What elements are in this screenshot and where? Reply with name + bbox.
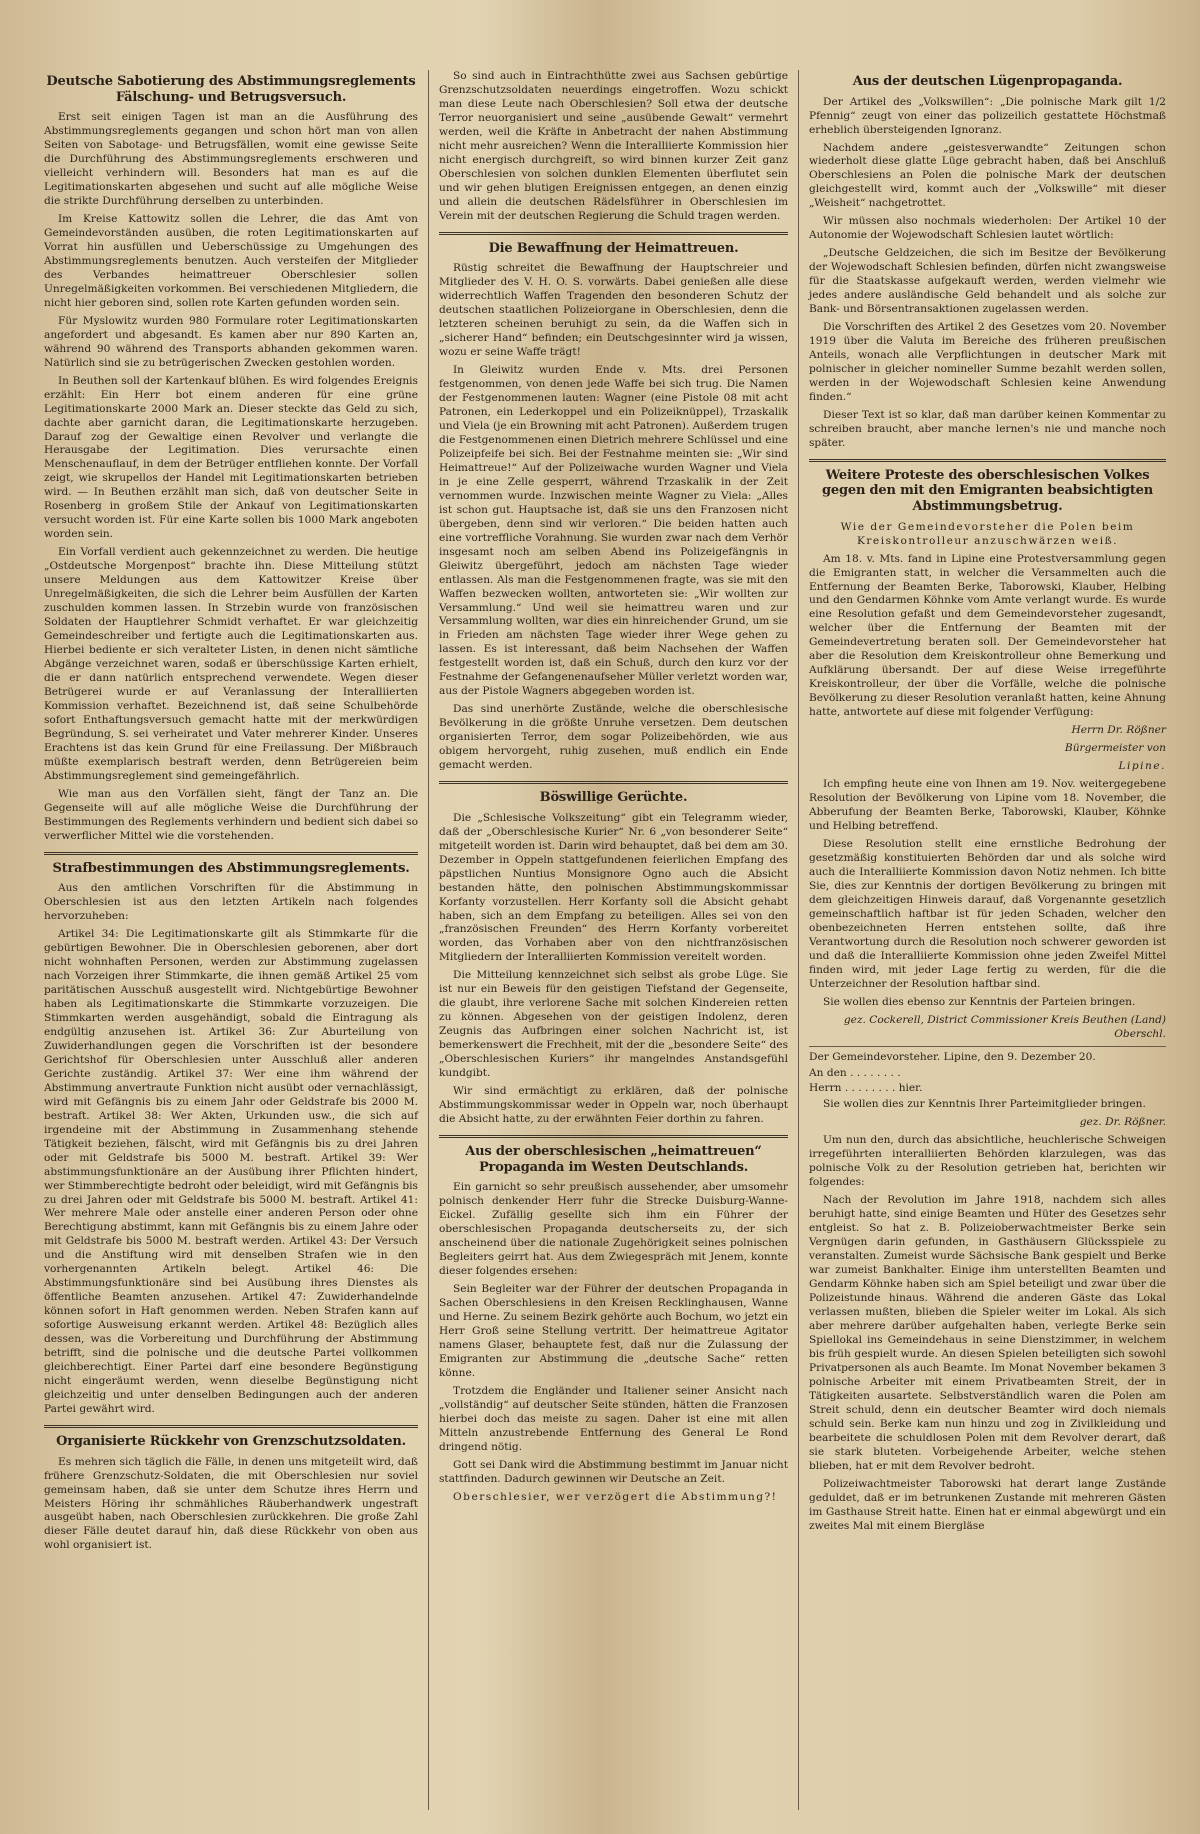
paragraph: Sie wollen dies zur Kenntnis Ihrer Parteimitglieder bringen. xyxy=(823,1098,1146,1111)
paragraph: So sind auch in Eintrachthütte zwei aus Sachsen gebürtige Grenzschutzsoldaten neuerdings eingetroffen. Wozu schickt man diese Leute nach Oberschlesien? Soll etwa der deutsche Terror neuorganisiert und seine „ausübende Gewalt“ vermehrt werden, weil die Kräfte in Anbetracht der nahen Abstimmung nicht mehr ausreichen? Wenn die Interalliierte Kommission hier nicht energisch durchgreift, so wird binnen kurzer Zeit ganz Oberschlesien von solchen dunklen Elementen überflutet sein und wir gehen blutigen Ereignissen entgegen, an denen einzig und allein die deutschen Rädelsführer in Oberschlesien im Verein mit der deutschen Regierung die Schuld tragen werden. xyxy=(439,70,788,222)
paragraph: Diese Resolution stellt eine ernstliche Bedrohung der gesetzmäßig konstituierten Behörden dar und als solche wird auch die Interalliierte Kommission davon Notiz nehmen. Ich bitte Sie, dies zur Kenntnis der dortigen Bevölkerung zu bringen mit dem gleichzeitigen Hinweis darauf, daß Vorgenannte gesetzlich gemeinschaftlich haftbar ist für jeden Schaden, welcher den obenbezeichneten Herren entstehen sollte, daß ihre Verantwortung durch die Resolution noch schwerer geworden ist und daß die Interalliierte Kommission ohne jeden Zweifel Mittel finden wird, mit jeder Lage fertig zu werden, für die die Unterzeichner der Resolution haftbar sind. xyxy=(809,837,1166,990)
headline-proteste: Weitere Proteste des oberschlesischen Volkes gegen den mit den Emigranten beabsichtigten Abstimmungsbetrug. xyxy=(822,467,1153,515)
headline-luegenpropaganda: Aus der deutschen Lügenpropaganda. xyxy=(852,74,1123,89)
column-right xyxy=(799,70,1176,1810)
paragraph: Polizeiwachtmeister Taborowski hat derart lange Zustände geduldet, daß er im betrunkenen Zustande mit mehreren Gästen im Gasthause Streit hatte. Einen hat er einmal abgewürgt und ein zweites Mal mit einem Biergläse xyxy=(809,1477,1166,1532)
paragraph: Am 18. v. Mts. fand in Lipine eine Protestversammlung gegen die Emigranten statt, in welcher die Versammelten auch die Entfernung der Beamten Berke, Taborowski, Klauber, Helbing und den Gendarmen Köhnke vom Amte verlangt wurde. Es wurde eine Resolution gefaßt und dem Gemeindevorsteher zugesandt, welcher über die Entfernung der Beamten mit der Gemeindevertretung beraten soll. Der Gemeindevorsteher hat aber die Resolution dem Kreiskontrolleur ohne Bemerkung und Aufklärung übersandt. Der auf diese Weise irregeführte Kreiskontrolleur, der über die Vorfälle, welche die polnische Bevölkerung zu dieser Resolution veranlaßt hatten, keine Ahnung hatte, antwortete auf diese mit folgender Verfügung: xyxy=(809,552,1166,719)
paragraph: Das sind unerhörte Zustände, welche die oberschlesische Bevölkerung in die größte Unruhe versetzen. Dem deutschen organisierten Terror, dem sogar Polizeibehörden, wie aus obigem hervorgeht, ruhig zusehen, muß endlich ein Ende gemacht werden. xyxy=(439,703,788,772)
paragraph: Im Kreise Kattowitz sollen die Lehrer, die das Amt von Gemeindevorständen ausüben, die roten Legitimationskarten auf Vorrat hin ausfüllen und Ueberschüssige zu Umgehungen des Abstimmungsreglements benutzen. Auch versteifen der Mitglieder des Verbandes heimattreuer Oberschlesier sollen Unregelmäßigkeiten vorkommen. Bei verschiedenen Mitgliedern, die nicht hier geboren sind, sollen rote Karten gefunden worden sein. xyxy=(44,212,418,309)
paragraph: Wie man aus den Vorfällen sieht, fängt der Tanz an. Die Gegenseite will auf alle mögliche Weise die Durchführung der Bestimmungen des Reglements verhindern und bedient sich dabei so verwerflicher Mittel wie die vorstehenden. xyxy=(44,787,418,842)
paragraph: Wir müssen also nochmals wiederholen: Der Artikel 10 der Autonomie der Wojewodschaft Schlesien lautet wörtlich: xyxy=(809,215,1166,242)
article-divider xyxy=(439,781,788,784)
headline-strafbestimmungen: Strafbestimmungen des Abstimmungsreglements. xyxy=(52,860,410,876)
headline-propaganda-west: Aus der oberschlesischen „heimattreuen“ Propaganda im Westen Deutschlands. xyxy=(465,1144,762,1175)
paragraph: Erst seit einigen Tagen ist man an die Ausführung des Abstimmungsreglements gegangen und schon hört man von allen Seiten von Sabotage- und Betrugsfällen, womit eine gewisse Seite die Durchführung des Abstimmungsreglements erschweren und vielleicht verhindern will. Besonders hat man es auf die Legitimationskarten abgesehen und sucht auf alle mögliche Weise die strikte Durchführung derselben zu unterbinden. xyxy=(44,111,418,207)
address-line: Bürgermeister von xyxy=(1064,742,1166,755)
headline-bewaffnung: Die Bewaffnung der Heimattreuen. xyxy=(488,240,739,256)
paragraph-quote: „Deutsche Geldzeichen, die sich im Besitze der Bevölkerung der Wojewodschaft Schlesien befinden, dürfen nicht zwangsweise für die Staatskasse aufgekauft werden, werden vielmehr wie jedes andere ausländische Geld behandelt und als solche zur Bank- und Börsentransaktionen zugelassen werden. xyxy=(809,247,1166,316)
paragraph: Sie wollen dies ebenso zur Kenntnis der Parteien bringen. xyxy=(823,995,1136,1008)
article-divider xyxy=(809,459,1166,462)
paragraph-closing: Oberschlesier, wer verzögert die Abstimmung?! xyxy=(453,1490,778,1503)
signature: gez. Cockerell, District Commissioner Kreis Beuthen (Land) Oberschl. xyxy=(843,1013,1166,1040)
paragraph: Aus den amtlichen Vorschriften für die Abstimmung in Oberschlesien ist aus den letzten Artikeln nach folgendes hervorzuheben: xyxy=(44,882,418,923)
paragraph: Trotzdem die Engländer und Italiener seiner Ansicht nach „vollständig“ auf deutscher Seite stünden, hätten die Franzosen hierbei doch das meiste zu sagen. Daher ist eine mit allen Mitteln anzustrebende Entfernung des General Le Rond dringend nötig. xyxy=(439,1384,788,1453)
address-line: Herrn . . . . . . . . hier. xyxy=(809,1082,923,1095)
paragraph: Die Mitteilung kennzeichnet sich selbst als grobe Lüge. Sie ist nur ein Beweis für den geistigen Tiefstand der Gegenseite, die glaubt, ihre verlorene Sache mit solchen Kindereien retten zu können. Abgesehen von der geistigen Indolenz, deren Zeugnis das Aufbringen einer solchen Nachricht ist, ist bemerkenswert die Frechheit, mit der die „besondere Seite“ des „Oberschlesischen Kuriers“ ihr mangelndes Anstandsgefühl kundgibt. xyxy=(439,969,788,1080)
address-line: An den . . . . . . . . xyxy=(809,1066,901,1079)
column-middle xyxy=(429,70,799,1810)
divider xyxy=(809,1046,1166,1047)
letterhead: Der Gemeindevorsteher. Lipine, den 9. Dezember 20. xyxy=(809,1050,1096,1063)
article-divider xyxy=(44,1425,418,1428)
paragraph: Artikel 34: Die Legitimationskarte gilt als Stimmkarte für die gebürtigen Bewohner. Die in Oberschlesien geborenen, aber dort nicht wohnhaften Personen, werden zur Abstimmung zugelassen nach Vorzeigen ihrer Stimmkarte, die ihnen gemäß Artikel 25 vom paritätischen Ausschuß ausgestellt wird. Nichtgebürtige Bewohner haben als Legitimationskarte die Stimmkarte vorzuzeigen. Die Stimmkarten werden ausgehändigt, sobald die Eintragung als endgültig anzusehen ist. Artikel 36: Zur Aburteilung von Zuwiderhandlungen gegen die Vorschriften ist der besondere Gerichtshof für Oberschlesien unter Ausschluß aller anderen Gerichte zuständig. Artikel 37: Wer eine ihm während der Abstimmung anvertraute Funktion nicht ausübt oder vernachlässigt, wird mit Gefängnis bis zu einem Jahr oder Geldstrafe bis 2000 M. bestraft. Artikel 38: Wer Akten, Urkunden usw., die sich auf irgendeine mit der Abstimmung in Zusammenhang stehende Tätigkeit beziehen, fälscht, wird mit Gefängnis bis zu drei Jahren oder mit Geldstrafe bis 5000 M. bestraft. Artikel 39: Wer abstimmungsfunktionäre an der Ausübung ihrer Pflichten hindert, wer Stimmberechtigte bedroht oder beleidigt, wird mit Gefängnis bis zu drei Jahren oder mit Geldstrafe bis 5000 M. bestraft. Artikel 41: Wer mehrere Male oder anstelle einer anderen Person oder ohne Berechtigung abstimmt, kann mit Gefängnis bis zu einem Jahre oder mit Geldstrafe bis 5000 M. bestraft werden. Artikel 43: Der Versuch und die Anstiftung wird mit denselben Strafen wie in den vorhergenannten Artikeln belegt. Artikel 46: Die Abstimmungsfunktionäre sind bei Ausübung ihres Dienstes als öffentliche Beamten anzusehen. Artikel 47: Zuwiderhandelnde können sofort in Haft genommen werden. Neben Strafen kann auf sofortige Ausweisung erkannt werden. Artikel 48: Bezüglich alles dessen, was die Vorbereitung und Durchführung der Abstimmung betrifft, sind die polnische und die deutsche Partei vollkommen gleichberechtigt. Einer Partei darf eine besondere Begünstigung nicht eingeräumt werden, wenn dieselbe Begünstigung nicht gleichzeitig und unter denselben Bedingungen auch der anderen Partei gewährt wird. xyxy=(44,928,418,1416)
paragraph: Ein garnicht so sehr preußisch aussehender, aber umsomehr polnisch denkender Herr fuhr die Strecke Duisburg-Wanne-Eickel. Zufällig gesellte sich ihm ein Führer der oberschlesischen Propaganda deutscherseits zu, der sich anscheinend über die nationale Zugehörigkeit seines polnischen Begleiters geirrt hat. Aus dem Zwiegespräch mit Jenem, konnte dieser folgendes ersehen: xyxy=(439,1181,788,1278)
paragraph: Wir sind ermächtigt zu erklären, daß der polnische Abstimmungskommissar weder in Oppeln war, noch überhaupt die Absicht hatte, zu der erwähnten Feier dorthin zu fahren. xyxy=(439,1085,788,1126)
paragraph: In Gleiwitz wurden Ende v. Mts. drei Personen festgenommen, von denen jede Waffe bei sich trug. Die Namen der Festgenommenen lauten: Wagner (eine Pistole 08 mit acht Patronen, ein Lederkoppel und ein Polizeiknüppel), Trzaskalik und Viela (je ein Browning mit acht Patronen). Außerdem trugen die Festgenommenen einen Dietrich mehrere Schlüssel und eine Polizeipfeife bei sich. Bei der Festnahme meinten sie: „Wir sind Heimattreue!“ Auf der Polizeiwache wurden Wagner und Viela in je eine Zelle gesperrt, während Trzaskalik in der Zeit vernommen wurde. Inzwischen meinte Wagner zu Viela: „Alles ist schon gut. Hauptsache ist, daß sie uns den Franzosen nicht übergeben, denn sind wir verloren.“ Die beiden hatten auch eine vortreffliche Vorahnung. Sie wurden zwar nach dem Verhör insgesamt noch am selben Abend ins Polizeigefängnis in Gleiwitz übergeführt, jedoch am nächsten Tage wieder entlassen. Als man die Festgenommenen fragte, was sie mit den Waffen bezwecken wollten, antworteten sie: „Wir wollten zur Versammlung.“ Und weil sie heimattreu waren und zur Versammlung wollten, war dies ein hinreichender Grund, um sie in Frieden am nächsten Tage wieder ihrer Wege gehen zu lassen. Es ist interessant, daß beim Nachsehen der Waffen festgestellt worden ist, daß ein Schuß, durch den kurz vor der Festnahme der Gefangenenaufseher Müller verletzt worden war, aus der Pistole Wagners abgegeben worden ist. xyxy=(439,364,788,698)
paragraph: Ein Vorfall verdient auch gekennzeichnet zu werden. Die heutige „Ostdeutsche Morgenpost“ brachte ihn. Diese Mitteilung stützt unsere Meldungen aus dem Kattowitzer Kreise über Unregelmäßigkeiten, die sich die Lehrer beim Ausfüllen der Karten zuschulden kommen lassen. In Strzebin wurde von französischen Soldaten der Hauptlehrer Schmidt verhaftet. Er war gleichzeitig Gemeindeschreiber und fertigte auch die Legitimationskarten aus. Hierbei bediente er sich veralteter Listen, in denen nicht sämtliche Abgänge verzeichnet waren, sodaß er überschüssige Karten erhielt, die er dann natürlich entsprechend verwendete. Wegen dieser Betrügerei wurde er auf Veranlassung der Interalliierten Kommission verhaftet. Bezeichnend ist, daß seine Schulbehörde sofort Enthaftungsversuch gemacht hatte mit der merkwürdigen Begründung, S. sei verheiratet und Vater mehrerer Kinder. Unseres Erachtens ist das kein Grund für eine Freilassung. Der Mißbrauch müßte exemplarisch bestraft werden, denn Betrügereien beim Abstimmungsreglement sind gemeingefährlich. xyxy=(44,546,418,782)
headline-geruechte: Böswillige Gerüchte. xyxy=(539,790,688,806)
address-line: Lipine. xyxy=(1118,760,1166,773)
article-divider xyxy=(439,232,788,235)
paragraph: Nachdem andere „geistesverwandte“ Zeitungen schon wiederholt diese glatte Lüge gebracht haben, daß bei Anschluß Oberschlesiens an Polen die polnische Mark der deutschen gleichgestellt wird, kommt auch der „Volkswille“ mit dieser „Weisheit“ nachgetrottet. xyxy=(809,141,1166,210)
paragraph: Nach der Revolution im Jahre 1918, nachdem sich alles beruhigt hatte, sind einige Beamten und Hüter des Gesetzes sehr entgleist. So hat z. B. Polizeioberwachtmeister Berke sein Vergnügen darin gefunden, in Gasthäusern Glücksspiele zu veranstalten. Zumeist wurde Sächsische Bank gespielt und Berke war zumeist Bankhalter. Einige ihm unterstellten Beamten und Gendarm Köhnke haben sich am Spiel beteiligt und zwar über die Polizeistunde hinaus. Während die anderen Gäste das Lokal verlassen mußten, blieben die Spieler weiter im Lokal. Als sich aber mehrere darüber aufgehalten haben, verlegte Berke sein Spiellokal ins Gemeindehaus in seine Dienstzimmer, in welchem bis früh gespielt wurde. An diesen Spielen beteiligten sich sowohl Privatpersonen als auch Beamte. Im Monat November bekamen 3 polnische Arbeiter mit einem Privatbeamten Streit, der in Tätigkeiten ausartete. Selbstverständlich waren die Polen am Streit schuld, denn ein deutscher Beamter wird doch niemals schuld sein. Berke kam nun hinzu und zog in Zivilkleidung und bearbeitete die schuldlosen Polen mit dem Revolver derart, daß sie stark bluteten. Vorbeigehende Arbeiter, welche stehen blieben, hat er mit dem Revolver bedroht. xyxy=(809,1194,1166,1472)
headline-grenzschutz: Organisierte Rückkehr von Grenzschutzsoldaten. xyxy=(56,1434,406,1449)
paragraph: Ich empfing heute eine von Ihnen am 19. Nov. weitergegebene Resolution der Bevölkerung von Lipine vom 18. November, die Abberufung der Beamten Berke, Taborowski, Klauber, Köhnke und Helbing betreffend. xyxy=(809,778,1166,832)
paragraph: Gott sei Dank wird die Abstimmung bestimmt im Januar nicht stattfinden. Dadurch gewinnen wir Deutsche an Zeit. xyxy=(439,1458,788,1485)
paragraph: Rüstig schreitet die Bewaffnung der Hauptschreier und Mitglieder des V. H. O. S. vorwärts. Dabei genießen alle diese widerrechtlich Waffen Tragenden den besonderen Schutz der deutschen staatlichen Polizeiorgane in Oberschlesien, denn die letzteren scheinen beruhigt zu sein, da die Waffen sich in „sicherer Hand“ befinden; ein Deutschgesinnter wird ja wissen, wozu er seine Waffe trägt! xyxy=(439,262,788,359)
column-left xyxy=(34,70,429,1810)
paragraph: Es mehren sich täglich die Fälle, in denen uns mitgeteilt wird, daß frühere Grenzschutz-Soldaten, die mit Oberschlesien nur soviel gemeinsam haben, daß sie unter dem Schutze ihres Herrn und Meisters Höring ihr schmähliches Räuberhandwerk ungestraft ausgeübt haben, nach Oberschlesien zurückkehren. Die große Zahl dieser Fälle deutet darauf hin, daß diese Rückkehr von oben aus wohl organisiert ist. xyxy=(44,1455,418,1552)
article-divider xyxy=(44,852,418,855)
paragraph: Die „Schlesische Volkszeitung“ gibt ein Telegramm wieder, daß der „Oberschlesische Kurier“ Nr. 6 „von besonderer Seite“ mitgeteilt worden ist. Darin wird behauptet, daß bei dem am 30. Dezember in Oppeln stattgefundenen feierlichen Empfang des päpstlichen Nuntius Monsignore Ogno auch die Absicht bestanden hätte, den polnischen Abstimmungskommissar Korfanty vorzustellen. Herr Korfanty soll die Absicht gehabt haben, sich an dem Empfang zu beteiligen. Alles sei von den „französischen Freunden“ des Herrn Korfanty vorbereitet worden, das Vorhaben aber von den nichtfranzösischen Mitgliedern der Interalliierten Kommission vereitelt worden. xyxy=(439,811,788,964)
address-line: Herrn Dr. Rößner xyxy=(1071,724,1166,737)
article-divider xyxy=(439,1135,788,1138)
paragraph: Sein Begleiter war der Führer der deutschen Propaganda in Sachen Oberschlesiens in den Kreisen Recklinghausen, Wanne und Herne. Zu seinem Bezirk gehörte auch Bochum, wo jetzt ein Herr Groß seine Stellung vertritt. Der heimattreue Agitator namens Glaser, behauptete fest, daß nur die Zulassung der Emigranten zur Abstimmung die „deutsche Sache“ retten könne. xyxy=(439,1283,788,1379)
paragraph: Dieser Text ist so klar, daß man darüber keinen Kommentar zu schreiben braucht, aber manche lernen's nie und manche noch später. xyxy=(809,408,1166,449)
paragraph: In Beuthen soll der Kartenkauf blühen. Es wird folgendes Ereignis erzählt: Ein Herr bot einem anderen für eine grüne Legitimationskarte 2000 Mark an. Dieser steckte das Geld zu sich, dachte aber garnicht daran, die Legitimationskarte herzugeben. Darauf zog der Gewaltige einen Revolver und verlangte die Herausgabe der Legitimation. Dies verursachte einen Menschenauflauf, in dem der Betrüger entfliehen konnte. Der Vorfall zeigt, wie skrupellos der Handel mit Legitimationskarten betrieben wird. — In Beuthen erzählt man sich, daß von deutscher Seite in Rosenberg in großem Stile der Ankauf von Legitimationskarten versucht worden ist. Für eine Karte sollen bis 1000 Mark angeboten worden sein. xyxy=(44,374,418,541)
subheadline: Wie der Gemeindevorsteher die Polen beim Kreiskontrolleur anzuschwärzen weiß. xyxy=(840,520,1135,547)
paragraph-quote: Die Vorschriften des Artikel 2 des Gesetzes vom 20. November 1919 über die Valuta im Bereiche des früheren preußischen Anteils, wonach alle Verpflichtungen in deutscher Mark mit polnischer in gleicher nomineller Summe bezahlt werden sollen, werden in der Wojewodschaft Schlesien keine Anwendung finden.“ xyxy=(809,321,1166,403)
headline-sabotage: Deutsche Sabotierung des Abstimmungsreglements Fälschung- und Betrugsversuch. xyxy=(46,74,416,105)
paragraph: Für Myslowitz wurden 980 Formulare roter Legitimationskarten angefordert und abgesandt. Es kamen aber nur 890 Karten an, während 90 während des Transports abhanden gekommen waren. Natürlich sind sie zu betrügerischen Zwecken gestohlen worden. xyxy=(44,314,418,369)
paragraph: Der Artikel des „Volkswillen“: „Die polnische Mark gilt 1/2 Pfennig“ zeugt von einer das polizeilich gestattete Höchstmaß erheblich übersteigenden Ignoranz. xyxy=(809,95,1166,136)
paragraph: Um nun den, durch das absichtliche, heuchlerische Schweigen irregeführten interalliierten Behörden klarzulegen, was das polnische Volk zu der Resolution getrieben hat, berichten wir folgendes: xyxy=(809,1134,1166,1189)
signature: gez. Dr. Rößner. xyxy=(1079,1116,1166,1129)
